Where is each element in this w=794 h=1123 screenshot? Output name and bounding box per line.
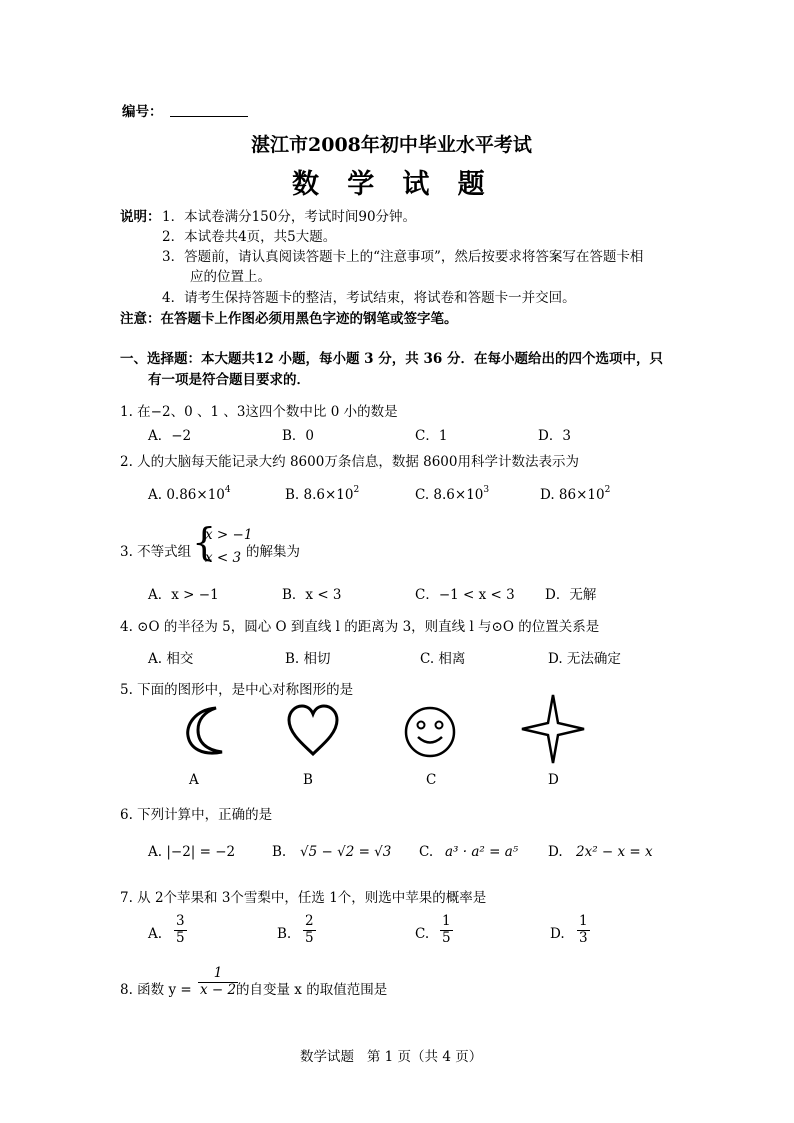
question-1-stem: 1. 在−2、0 、1 、3这四个数中比 0 小的数是 xyxy=(120,404,398,420)
figure-label-a: A xyxy=(189,772,199,788)
figure-label-c: C xyxy=(426,772,437,788)
q7-option-a-fraction xyxy=(174,914,187,946)
q3-option-c: C．−1 < x < 3 xyxy=(415,587,515,603)
q3-stem-suffix: 的解集为 xyxy=(246,544,300,560)
numerator: 3 xyxy=(176,913,185,929)
number-blank xyxy=(170,116,248,117)
q8-function-fraction xyxy=(198,966,238,998)
figure-label-b: B xyxy=(303,772,313,788)
q2-option-c: C. $8.6\times 10^3$ xyxy=(415,485,490,503)
question-7-stem: 7. 从 2个苹果和 3个雪梨中，任选 1个，则选中苹果的概率是 xyxy=(120,890,487,906)
section-heading: 一、选择题：本大题共12 小题，每小题 3 分，共 36 分．在每小题给出的四个选项中，只 xyxy=(120,351,663,367)
q8-stem-prefix: 8. 函数 y = xyxy=(120,982,192,998)
q7-option-a-label: A. xyxy=(148,926,163,942)
q7-option-b-label: B. xyxy=(277,926,292,942)
attention-note: 注意：在答题卡上作图必须用黑色字迹的钢笔或签字笔。 xyxy=(120,311,458,327)
q4-option-b: B. 相切 xyxy=(285,651,331,667)
q2-option-d: D. $86\times 10^2$ xyxy=(540,485,611,503)
q6-option-b-label: B. xyxy=(272,844,287,860)
q6-option-b-expr: √5 − √2 = √3 xyxy=(300,844,392,860)
four-point-star-icon xyxy=(520,693,586,765)
denominator: 5 xyxy=(176,929,185,946)
q1-option-c: C．1 xyxy=(415,428,448,444)
question-5-stem: 5. 下面的图形中，是中心对称图形的是 xyxy=(120,682,354,698)
note-item: 4．请考生保持答题卡的整洁，考试结束，将试卷和答题卡一并交回。 xyxy=(162,290,576,306)
q6-option-d-label: D. xyxy=(548,844,563,860)
note-item: 1．本试卷满分150分，考试时间90分钟。 xyxy=(162,209,417,225)
exam-title: 湛江市2008年初中毕业水平考试 xyxy=(251,134,532,156)
question-2-stem: 2. 人的大脑每天能记录大约 8600万条信息，数据 8600用科学计数法表示为 xyxy=(120,454,579,470)
section-heading-cont: 有一项是符合题目要求的． xyxy=(148,372,310,388)
q3-stem-prefix: 3. 不等式组 xyxy=(120,544,192,560)
question-4-stem: 4. ⊙O 的半径为 5，圆心 O 到直线 l 的距离为 3，则直线 l 与⊙O 的位置关系是 xyxy=(120,619,600,635)
q3-inequality-2: x < 3 xyxy=(205,550,242,566)
q2-option-b: B. $8.6\times 10^2$ xyxy=(285,485,360,503)
q1-option-a: A．−2 xyxy=(148,428,192,444)
q7-option-c-fraction xyxy=(440,914,453,946)
page-footer: 数学试题 第 1 页（共 4 页） xyxy=(300,1049,483,1065)
note-item: 应的位置上。 xyxy=(190,269,271,285)
notes-label: 说明： xyxy=(120,209,161,225)
denominator: 5 xyxy=(305,929,314,946)
numerator: 1 xyxy=(579,913,588,929)
question-6-stem: 6. 下列计算中，正确的是 xyxy=(120,807,273,823)
numerator: 1 xyxy=(442,913,451,929)
note-item: 3．答题前，请认真阅读答题卡上的“注意事项”，然后按要求将答案写在答题卡相 xyxy=(162,249,644,265)
q4-option-a: A. 相交 xyxy=(148,651,194,667)
denominator: x − 2 xyxy=(200,981,237,998)
brace-symbol: { xyxy=(192,520,217,564)
q8-stem-suffix: 的自变量 x 的取值范围是 xyxy=(236,982,388,998)
q6-option-c-expr: a³ · a² = a⁵ xyxy=(445,844,519,860)
q4-option-c: C. 相离 xyxy=(420,651,466,667)
q3-inequality-1: x > −1 xyxy=(205,527,253,543)
q3-option-a: A．x > −1 xyxy=(148,587,219,603)
q3-option-b: B．x < 3 xyxy=(282,587,342,603)
numerator: 2 xyxy=(305,913,314,929)
q3-option-d: D．无解 xyxy=(545,587,597,603)
denominator: 3 xyxy=(579,929,588,946)
crescent-moon-icon xyxy=(172,700,232,760)
q1-option-d: D．3 xyxy=(538,428,571,444)
q7-option-c-label: C. xyxy=(415,926,430,942)
figure-label-d: D xyxy=(548,772,559,788)
q7-option-d-label: D. xyxy=(550,926,565,942)
q6-option-c-label: C. xyxy=(419,844,434,860)
q6-option-a: A. |−2| = −2 xyxy=(148,844,236,860)
heart-icon xyxy=(285,702,341,758)
number-label: 编号： xyxy=(122,104,163,120)
note-item: 2．本试卷共4页，共5大题。 xyxy=(162,229,337,245)
page-title: 数 学 试 题 xyxy=(292,169,485,200)
q1-option-b: B．0 xyxy=(282,428,315,444)
smiley-face-icon xyxy=(402,704,458,760)
numerator: 1 xyxy=(198,966,238,983)
q6-option-d-expr: 2x² − x = x xyxy=(576,844,653,860)
q4-option-d: D. 无法确定 xyxy=(548,651,621,667)
q2-option-a: A. $0.86\times 10^4$ xyxy=(148,485,231,503)
q7-option-d-fraction xyxy=(577,914,590,946)
denominator: 5 xyxy=(442,929,451,946)
q7-option-b-fraction xyxy=(303,914,316,946)
